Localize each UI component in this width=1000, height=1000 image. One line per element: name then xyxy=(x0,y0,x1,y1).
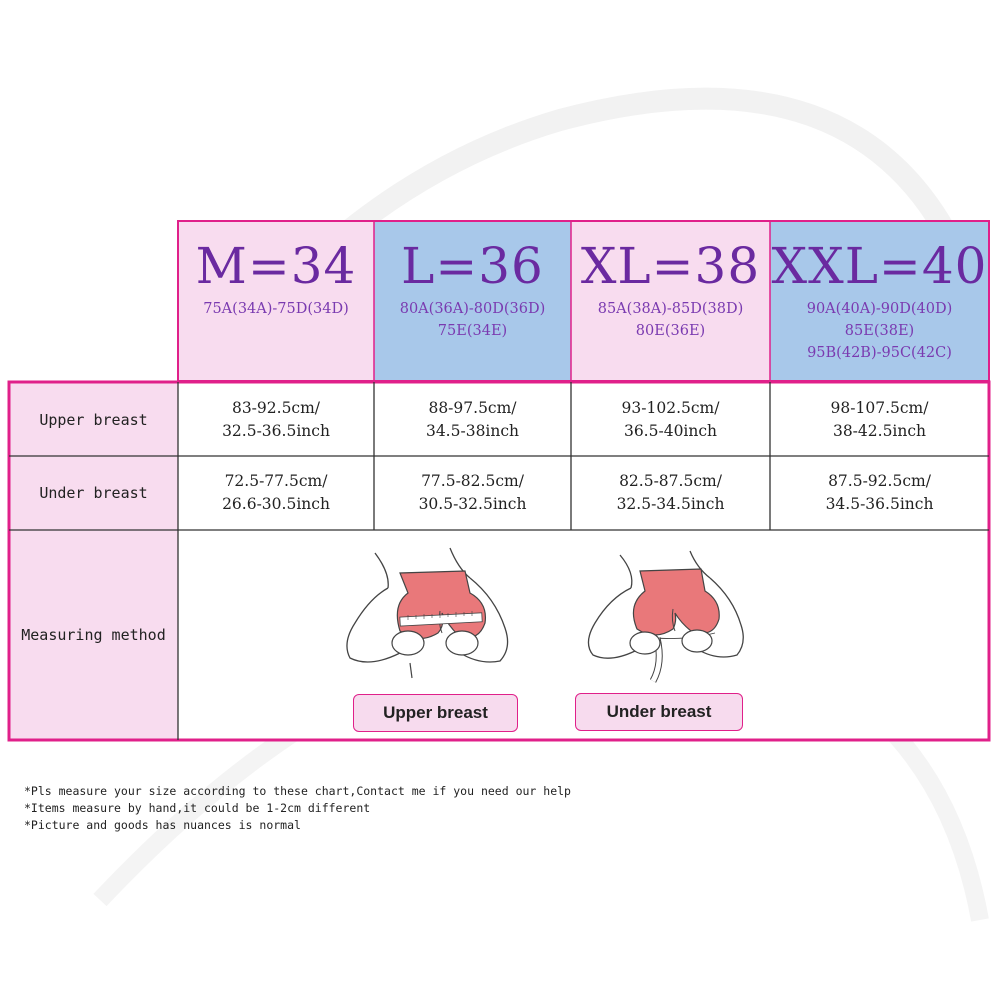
cm-value: 88-97.5cm/ xyxy=(428,398,517,417)
band-cup-line: 85A(38A)-85D(38D) xyxy=(597,301,744,317)
note-line: *Items measure by hand,it could be 1-2cm different xyxy=(24,801,371,815)
inch-value: 30.5-32.5inch xyxy=(418,495,527,513)
cm-value: 82.5-87.5cm/ xyxy=(619,472,722,490)
upper-breast-button[interactable]: Upper breast xyxy=(353,694,518,732)
cm-value: 72.5-77.5cm/ xyxy=(224,472,328,490)
note-line: *Picture and goods has nuances is normal xyxy=(24,818,301,832)
inch-value: 36.5-40inch xyxy=(623,421,718,440)
band-cup-line: 80E(36E) xyxy=(635,323,706,339)
row-label-under-breast: Under breast xyxy=(9,456,178,530)
note-line: *Pls measure your size according to these chart,Contact me if you need our help xyxy=(24,784,571,798)
inch-value: 26.6-30.5inch xyxy=(222,495,330,513)
size-label: L=36 xyxy=(401,237,544,295)
size-label: M=34 xyxy=(195,237,357,295)
band-cup-line: 75A(34A)-75D(34D) xyxy=(203,301,349,317)
row-label-upper-breast: Upper breast xyxy=(9,383,178,456)
cm-value: 77.5-82.5cm/ xyxy=(421,472,524,490)
inch-value: 38-42.5inch xyxy=(832,421,927,440)
inch-value: 34.5-38inch xyxy=(425,421,520,440)
band-cup-line: 85E(38E) xyxy=(844,323,915,339)
under-breast-button[interactable]: Under breast xyxy=(575,693,743,731)
size-label: XL=38 xyxy=(580,237,761,295)
inch-value: 34.5-36.5inch xyxy=(825,495,934,513)
cm-value: 87.5-92.5cm/ xyxy=(828,472,931,490)
band-cup-line: 75E(34E) xyxy=(437,323,508,339)
band-cup-line: 90A(40A)-90D(40D) xyxy=(806,301,953,317)
row-label-measuring-method: Measuring method xyxy=(9,530,178,740)
cm-value: 83-92.5cm/ xyxy=(231,398,321,417)
inch-value: 32.5-34.5inch xyxy=(616,495,725,513)
cm-value: 98-107.5cm/ xyxy=(830,398,929,417)
cm-value: 93-102.5cm/ xyxy=(621,398,720,417)
footnotes xyxy=(24,783,571,834)
inch-value: 32.5-36.5inch xyxy=(222,421,330,440)
size-label: XXL=40 xyxy=(771,237,988,295)
band-cup-line: 95B(42B)-95C(42C) xyxy=(807,345,952,361)
band-cup-line: 80A(36A)-80D(36D) xyxy=(399,301,546,317)
